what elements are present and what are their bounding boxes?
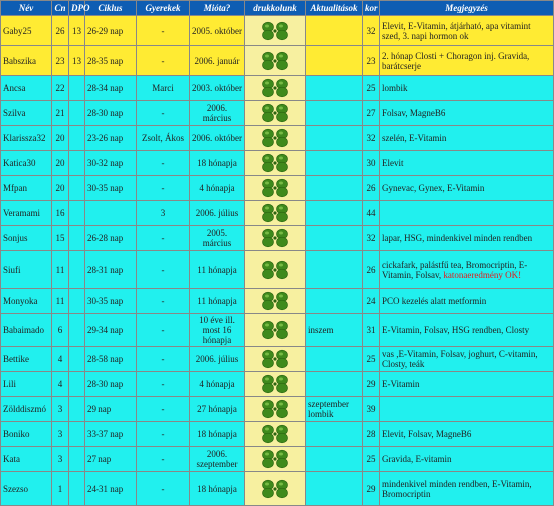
cell-drukkolunk xyxy=(245,76,306,101)
cell-gyerekek: - xyxy=(137,251,190,289)
cell-drukkolunk xyxy=(245,314,306,347)
four-leaf-clover-icon xyxy=(252,153,298,173)
cell-ciklus: 30-32 nap xyxy=(85,151,137,176)
table-row xyxy=(1,372,554,397)
cell-kor: 29 xyxy=(363,372,380,397)
cell-gyerekek: - xyxy=(137,16,190,46)
cell-cn: 26 xyxy=(52,16,69,46)
four-leaf-clover-icon xyxy=(252,260,298,280)
cell-cn: 23 xyxy=(52,46,69,76)
cell-nev: Szezso xyxy=(1,472,52,506)
cell-ciklus: 28-30 nap xyxy=(85,372,137,397)
cell-megjegyzes xyxy=(380,126,554,151)
table-row xyxy=(1,314,554,347)
cell-nev: Veramami xyxy=(1,201,52,226)
cell-gyerekek: - xyxy=(137,151,190,176)
note-text: vas ,E-Vitamin, Folsav, joghurt, C-vitamin, Closty, teák xyxy=(382,349,538,369)
cell-nev: Klarissza32 xyxy=(1,126,52,151)
col-header-miota: Mióta? xyxy=(190,1,245,16)
cell-ciklus: 33-37 nap xyxy=(85,422,137,447)
cell-gyerekek: - xyxy=(137,447,190,472)
col-header-ciklus: Ciklus xyxy=(85,1,137,16)
cell-gyerekek: Zsolt, Ákos xyxy=(137,126,190,151)
cell-dpo xyxy=(69,76,85,101)
cell-miota: 11 hónapja xyxy=(190,251,245,289)
cell-aktualitasok xyxy=(306,289,363,314)
cell-nev: Babszika xyxy=(1,46,52,76)
cell-megjegyzes xyxy=(380,151,554,176)
cell-dpo xyxy=(69,347,85,372)
cell-kor: 25 xyxy=(363,76,380,101)
col-header-cn: Cn xyxy=(52,1,69,16)
four-leaf-clover-icon xyxy=(252,203,298,223)
cell-megjegyzes xyxy=(380,176,554,201)
cell-gyerekek: - xyxy=(137,226,190,251)
cell-gyerekek: - xyxy=(137,347,190,372)
table-row xyxy=(1,226,554,251)
note-text: E-Vitamin xyxy=(382,379,420,389)
cell-kor: 28 xyxy=(363,422,380,447)
cell-aktualitasok xyxy=(306,226,363,251)
cell-aktualitasok xyxy=(306,151,363,176)
cell-ciklus: 28-58 nap xyxy=(85,347,137,372)
cell-gyerekek: - xyxy=(137,372,190,397)
four-leaf-clover-icon xyxy=(252,78,298,98)
col-header-megjegyzes: Megjegyzés xyxy=(380,1,554,16)
cell-ciklus: 29-34 nap xyxy=(85,314,137,347)
cell-megjegyzes xyxy=(380,347,554,372)
table-row xyxy=(1,151,554,176)
cell-ciklus: 26-29 nap xyxy=(85,16,137,46)
note-text: Gravida, E-vitamin xyxy=(382,454,452,464)
table-row xyxy=(1,126,554,151)
cell-aktualitasok: szeptember lombik xyxy=(306,397,363,422)
cell-nev: Lili xyxy=(1,372,52,397)
cell-megjegyzes xyxy=(380,46,554,76)
cell-miota: 4 hónapja xyxy=(190,176,245,201)
col-header-dpo: DPO xyxy=(69,1,85,16)
cell-aktualitasok: inszem xyxy=(306,314,363,347)
cell-dpo xyxy=(69,151,85,176)
note-text: lapar, HSG, mindenkivel minden rendben xyxy=(382,233,533,243)
four-leaf-clover-icon xyxy=(252,228,298,248)
cell-dpo xyxy=(69,472,85,506)
cell-kor: 31 xyxy=(363,314,380,347)
cell-miota: 2005. október xyxy=(190,16,245,46)
cell-megjegyzes xyxy=(380,251,554,289)
cell-cn: 3 xyxy=(52,397,69,422)
cell-kor: 27 xyxy=(363,101,380,126)
cell-drukkolunk xyxy=(245,251,306,289)
table-row xyxy=(1,176,554,201)
cell-ciklus: 28-31 nap xyxy=(85,251,137,289)
cell-nev: Siufi xyxy=(1,251,52,289)
note-text: E-Vitamin, Folsav, HSG rendben, Closty xyxy=(382,325,530,335)
cell-ciklus: 28-34 nap xyxy=(85,76,137,101)
cell-miota: 2006. március xyxy=(190,101,245,126)
cell-drukkolunk xyxy=(245,101,306,126)
four-leaf-clover-icon xyxy=(252,291,298,311)
cell-gyerekek: - xyxy=(137,472,190,506)
cell-aktualitasok xyxy=(306,347,363,372)
cell-megjegyzes xyxy=(380,101,554,126)
cell-kor: 32 xyxy=(363,226,380,251)
cell-nev: Monyoka xyxy=(1,289,52,314)
cell-miota: 2006. július xyxy=(190,201,245,226)
cell-nev: Sonjus xyxy=(1,226,52,251)
cell-ciklus: 26-28 nap xyxy=(85,226,137,251)
cell-megjegyzes xyxy=(380,289,554,314)
cell-drukkolunk xyxy=(245,472,306,506)
four-leaf-clover-icon xyxy=(252,320,298,340)
cell-ciklus: 30-35 nap xyxy=(85,176,137,201)
cell-kor: 25 xyxy=(363,347,380,372)
table-row xyxy=(1,447,554,472)
col-header-nev: Név xyxy=(1,1,52,16)
four-leaf-clover-icon xyxy=(252,424,298,444)
cell-drukkolunk xyxy=(245,16,306,46)
cell-miota: 10 éve ill. most 16 hónapja xyxy=(190,314,245,347)
cell-nev: Szilva xyxy=(1,101,52,126)
cell-gyerekek: - xyxy=(137,176,190,201)
cell-nev: Kata xyxy=(1,447,52,472)
cell-aktualitasok xyxy=(306,251,363,289)
cell-miota: 2006. július xyxy=(190,347,245,372)
table-header-row xyxy=(1,1,554,16)
cell-kor: 23 xyxy=(363,46,380,76)
cell-cn: 3 xyxy=(52,447,69,472)
cell-drukkolunk xyxy=(245,422,306,447)
table-row xyxy=(1,101,554,126)
cell-dpo xyxy=(69,101,85,126)
cell-dpo xyxy=(69,447,85,472)
cell-ciklus: 30-35 nap xyxy=(85,289,137,314)
cell-miota: 18 hónapja xyxy=(190,422,245,447)
table-row xyxy=(1,251,554,289)
cell-aktualitasok xyxy=(306,126,363,151)
cell-kor: 44 xyxy=(363,201,380,226)
cell-gyerekek: - xyxy=(137,314,190,347)
cell-dpo xyxy=(69,289,85,314)
cell-gyerekek: - xyxy=(137,422,190,447)
cell-drukkolunk xyxy=(245,372,306,397)
four-leaf-clover-icon xyxy=(252,374,298,394)
cell-nev: Ancsa xyxy=(1,76,52,101)
cell-gyerekek: - xyxy=(137,397,190,422)
four-leaf-clover-icon xyxy=(252,103,298,123)
note-text: Gynevac, Gynex, E-Vitamin xyxy=(382,183,485,193)
table-row xyxy=(1,472,554,506)
table-row xyxy=(1,347,554,372)
cell-ciklus xyxy=(85,201,137,226)
col-header-gyerekek: Gyerekek xyxy=(137,1,190,16)
cell-aktualitasok xyxy=(306,46,363,76)
four-leaf-clover-icon xyxy=(252,399,298,419)
cell-aktualitasok xyxy=(306,472,363,506)
cell-kor: 26 xyxy=(363,251,380,289)
note-text: Folsav, MagneB6 xyxy=(382,108,446,118)
cell-dpo xyxy=(69,422,85,447)
cell-cn: 15 xyxy=(52,226,69,251)
table-row xyxy=(1,76,554,101)
cell-cn: 16 xyxy=(52,201,69,226)
cell-aktualitasok xyxy=(306,447,363,472)
note-text: lombik xyxy=(382,83,408,93)
cell-dpo xyxy=(69,126,85,151)
cell-cn: 20 xyxy=(52,176,69,201)
note-text: cickafark, palástfű tea, Bromocriptin, E-Vitamin, Folsav, xyxy=(382,259,528,280)
cell-kor: 25 xyxy=(363,447,380,472)
cell-gyerekek: - xyxy=(137,101,190,126)
cell-drukkolunk xyxy=(245,46,306,76)
cell-megjegyzes xyxy=(380,314,554,347)
cell-kor: 26 xyxy=(363,176,380,201)
note-text: mindenkivel minden rendben, E-Vitamin, Bromocriptin xyxy=(382,478,532,499)
note-text: szelén, E-Vitamin xyxy=(382,133,447,143)
cell-miota: 18 hónapja xyxy=(190,151,245,176)
cell-cn: 1 xyxy=(52,472,69,506)
cell-ciklus: 28-35 nap xyxy=(85,46,137,76)
col-header-kor: kor xyxy=(363,1,380,16)
cell-cn: 21 xyxy=(52,101,69,126)
cell-miota: 2006. október xyxy=(190,126,245,151)
cell-kor: 24 xyxy=(363,289,380,314)
cell-cn: 20 xyxy=(52,126,69,151)
cell-nev: Mfpan xyxy=(1,176,52,201)
cell-drukkolunk xyxy=(245,176,306,201)
four-leaf-clover-icon xyxy=(252,21,298,41)
col-header-aktualitasok: Aktualitások xyxy=(306,1,363,16)
cell-nev: Katica30 xyxy=(1,151,52,176)
cell-miota: 2003. október xyxy=(190,76,245,101)
cell-kor: 30 xyxy=(363,151,380,176)
cell-cn: 11 xyxy=(52,289,69,314)
cell-aktualitasok xyxy=(306,176,363,201)
cell-drukkolunk xyxy=(245,151,306,176)
cell-dpo xyxy=(69,251,85,289)
cell-aktualitasok xyxy=(306,372,363,397)
cell-megjegyzes xyxy=(380,226,554,251)
cell-nev: Zölddiszmó xyxy=(1,397,52,422)
cell-kor: 32 xyxy=(363,126,380,151)
note-highlight: katonaeredmény OK! xyxy=(443,269,522,280)
cell-dpo: 13 xyxy=(69,16,85,46)
four-leaf-clover-icon xyxy=(252,479,298,499)
cell-miota: 18 hónapja xyxy=(190,472,245,506)
cell-miota: 2006. szeptember xyxy=(190,447,245,472)
cell-megjegyzes xyxy=(380,201,554,226)
table-row xyxy=(1,201,554,226)
cell-aktualitasok xyxy=(306,101,363,126)
four-leaf-clover-icon xyxy=(252,128,298,148)
cell-dpo xyxy=(69,314,85,347)
cell-gyerekek: - xyxy=(137,46,190,76)
cell-cn: 11 xyxy=(52,251,69,289)
four-leaf-clover-icon xyxy=(252,178,298,198)
cell-nev: Boniko xyxy=(1,422,52,447)
cell-miota: 2006. január xyxy=(190,46,245,76)
cell-aktualitasok xyxy=(306,16,363,46)
cell-megjegyzes xyxy=(380,397,554,422)
cell-nev: Bettike xyxy=(1,347,52,372)
cell-nev: Gaby25 xyxy=(1,16,52,46)
cell-nev: Babaimado xyxy=(1,314,52,347)
cell-megjegyzes xyxy=(380,16,554,46)
cell-cn: 4 xyxy=(52,372,69,397)
cell-dpo xyxy=(69,372,85,397)
cell-ciklus: 24-31 nap xyxy=(85,472,137,506)
cell-drukkolunk xyxy=(245,347,306,372)
note-text: Elevit xyxy=(382,158,404,168)
cell-kor: 39 xyxy=(363,397,380,422)
cell-miota: 2005. március xyxy=(190,226,245,251)
cell-drukkolunk xyxy=(245,201,306,226)
cell-ciklus: 23-26 nap xyxy=(85,126,137,151)
four-leaf-clover-icon xyxy=(252,449,298,469)
cell-cn: 4 xyxy=(52,347,69,372)
table-row xyxy=(1,289,554,314)
cell-miota: 4 hónapja xyxy=(190,372,245,397)
cell-aktualitasok xyxy=(306,76,363,101)
cell-megjegyzes xyxy=(380,422,554,447)
cell-aktualitasok xyxy=(306,201,363,226)
note-text: 2. hónap Closti + Choragon inj. Gravida, barátcserje xyxy=(382,50,530,71)
cell-dpo: 13 xyxy=(69,46,85,76)
cell-cn: 6 xyxy=(52,314,69,347)
table-row xyxy=(1,16,554,46)
cell-cn: 20 xyxy=(52,151,69,176)
four-leaf-clover-icon xyxy=(252,349,298,369)
cell-drukkolunk xyxy=(245,397,306,422)
cell-drukkolunk xyxy=(245,226,306,251)
cell-drukkolunk xyxy=(245,126,306,151)
table-row xyxy=(1,397,554,422)
cell-gyerekek: 3 xyxy=(137,201,190,226)
cell-ciklus: 27 nap xyxy=(85,447,137,472)
cell-kor: 29 xyxy=(363,472,380,506)
table-row xyxy=(1,46,554,76)
cell-ciklus: 29 nap xyxy=(85,397,137,422)
cell-gyerekek: Marci xyxy=(137,76,190,101)
cell-miota: 11 hónapja xyxy=(190,289,245,314)
cell-aktualitasok xyxy=(306,422,363,447)
cell-gyerekek: - xyxy=(137,289,190,314)
cell-cn: 3 xyxy=(52,422,69,447)
cell-dpo xyxy=(69,397,85,422)
cell-megjegyzes xyxy=(380,76,554,101)
cell-dpo xyxy=(69,201,85,226)
cell-drukkolunk xyxy=(245,447,306,472)
cell-ciklus: 28-30 nap xyxy=(85,101,137,126)
cell-dpo xyxy=(69,176,85,201)
cell-dpo xyxy=(69,226,85,251)
cell-drukkolunk xyxy=(245,289,306,314)
cell-megjegyzes xyxy=(380,472,554,506)
col-header-drukkolunk: drukkolunk xyxy=(245,1,306,16)
cell-megjegyzes xyxy=(380,447,554,472)
table-row xyxy=(1,422,554,447)
note-text: Elevit, E-Vitamin, átjárható, apa vitamint szed, 3. napi hormon ok xyxy=(382,20,531,41)
cell-megjegyzes xyxy=(380,372,554,397)
note-text: PCO kezelés alatt metformin xyxy=(382,296,487,306)
note-text: Elevit, Folsav, MagneB6 xyxy=(382,429,472,439)
four-leaf-clover-icon xyxy=(252,51,298,71)
cell-kor: 32 xyxy=(363,16,380,46)
cell-miota: 27 hónapja xyxy=(190,397,245,422)
cell-cn: 22 xyxy=(52,76,69,101)
